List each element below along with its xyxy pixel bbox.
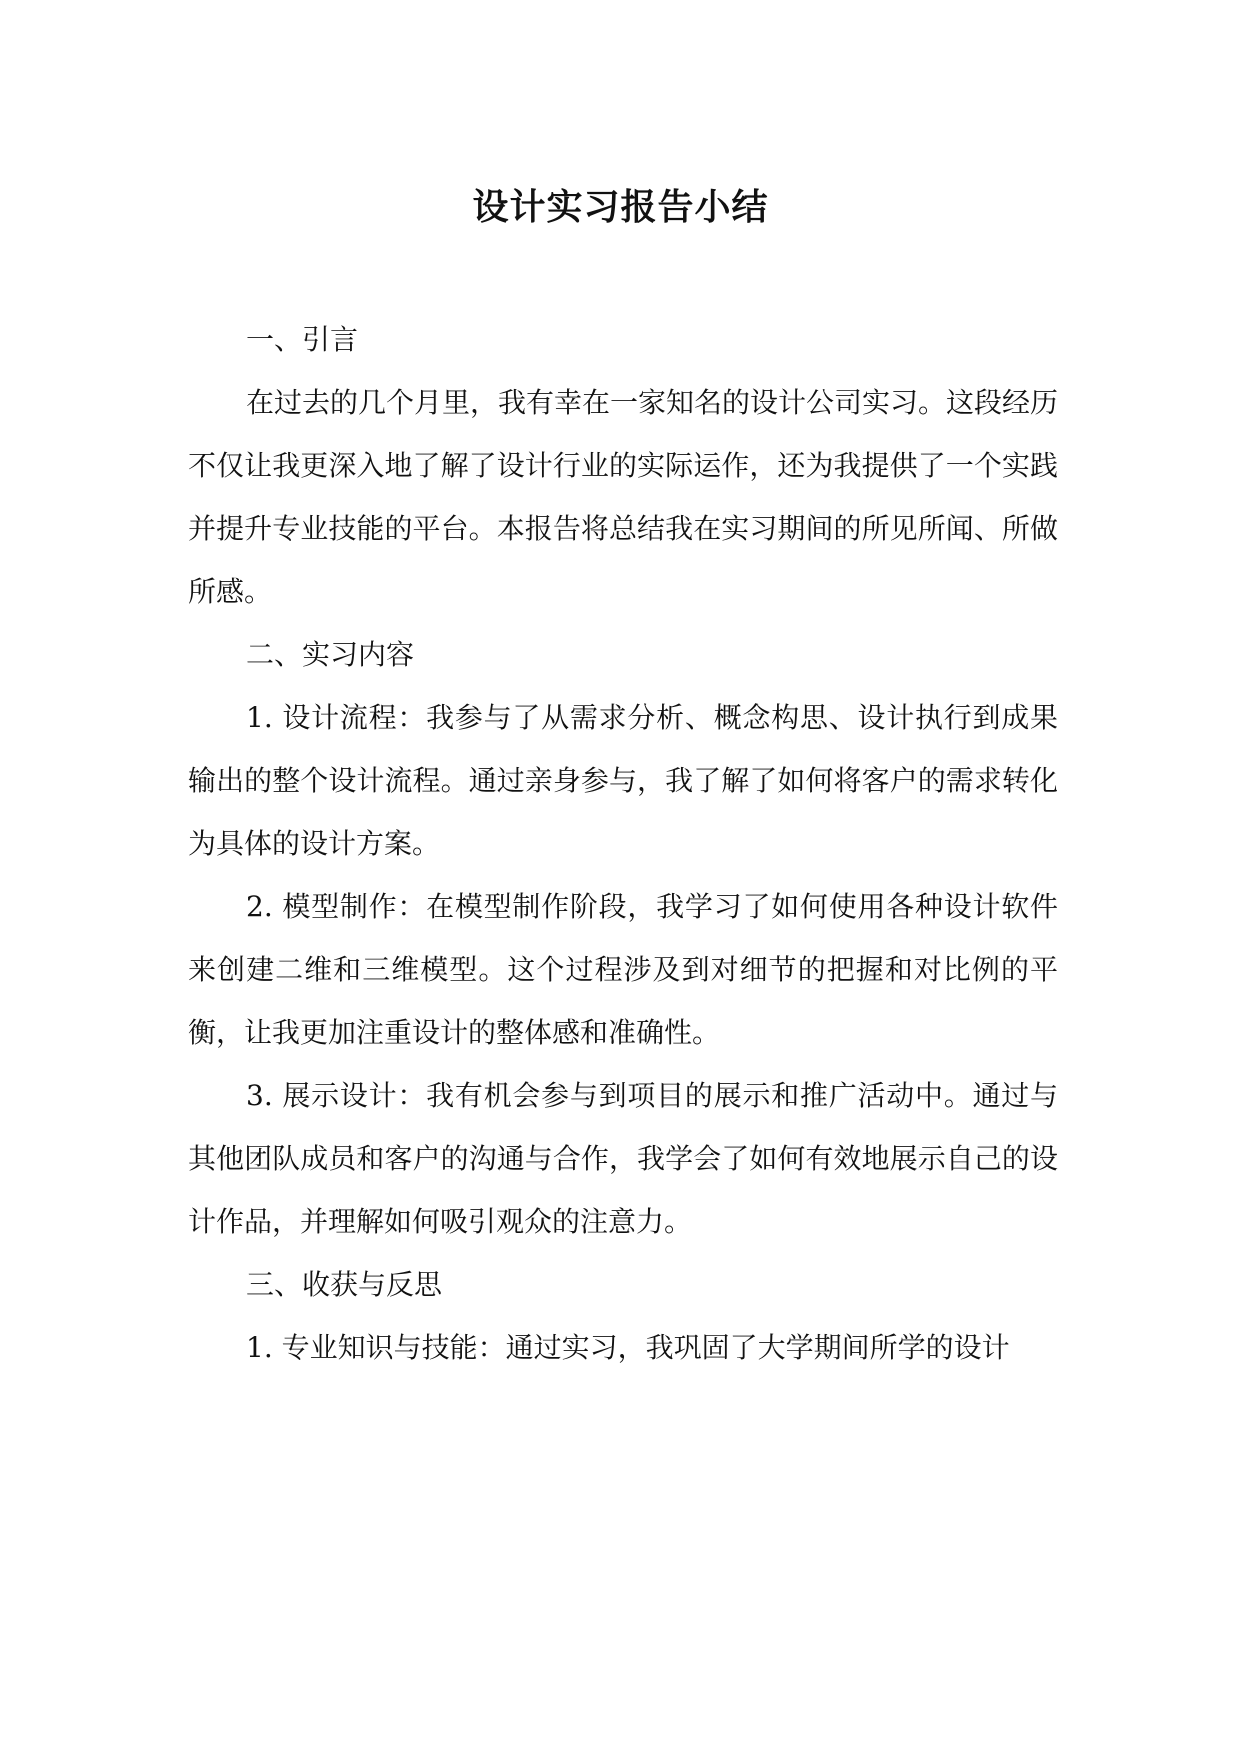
paragraph-intro: 在过去的几个月里，我有幸在一家知名的设计公司实习。这段经历不仅让我更深入地了解了设计行业的实际运作，还为我提供了一个实践并提升专业技能的平台。本报告将总结我在实习期间的所见所闻、所做所感。	[188, 386, 1059, 608]
document-body	[188, 308, 1058, 1379]
section-heading-intro: 一、引言	[246, 323, 359, 356]
paragraph-professional-skills: 1. 专业知识与技能：通过实习，我巩固了大学期间所学的设计	[246, 1331, 1010, 1364]
paragraph-design-process: 1. 设计流程：我参与了从需求分析、概念构思、设计执行到成果输出的整个设计流程。通过亲身参与，我了解了如何将客户的需求转化为具体的设计方案。	[188, 701, 1058, 860]
document-title: 设计实习报告小结	[472, 186, 769, 228]
section-heading-content: 二、实习内容	[246, 638, 415, 671]
paragraph-model-making: 2. 模型制作：在模型制作阶段，我学习了如何使用各种设计软件来创建二维和三维模型。这个过程涉及到对细节的把握和对比例的平衡，让我更加注重设计的整体感和准确性。	[188, 890, 1058, 1049]
paragraph-display-design: 3. 展示设计：我有机会参与到项目的展示和推广活动中。通过与其他团队成员和客户的沟通与合作，我学会了如何有效地展示自己的设计作品，并理解如何吸引观众的注意力。	[188, 1079, 1058, 1238]
section-heading-reflection: 三、收获与反思	[246, 1268, 443, 1301]
